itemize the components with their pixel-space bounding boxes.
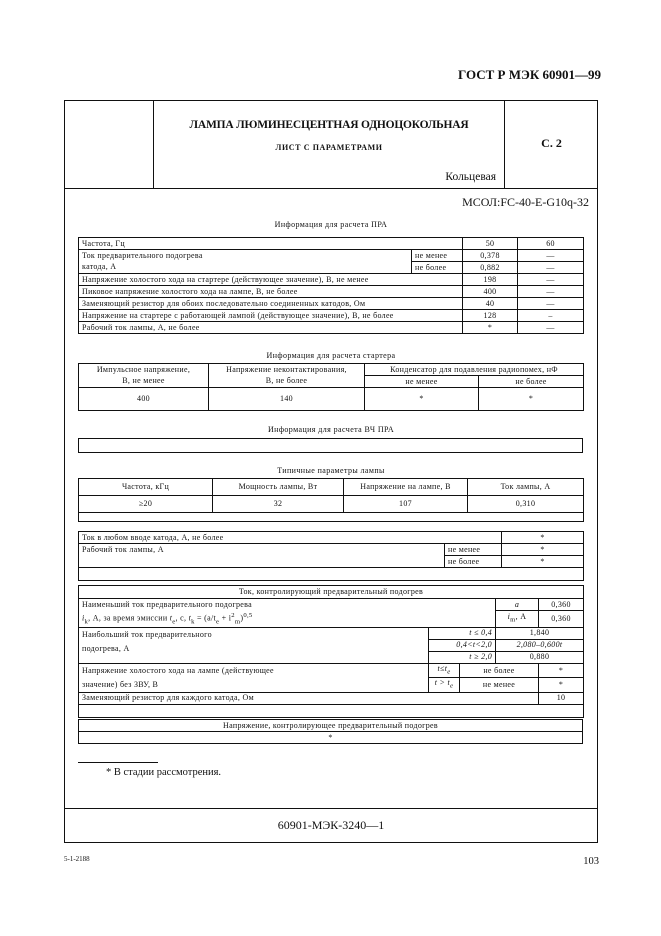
pulse-voltage-label: Импульсное напряжение,: [79, 364, 209, 376]
preheat-max-60: —: [518, 262, 584, 274]
peak-voltage-value: 400: [463, 286, 518, 298]
table-row: [79, 513, 584, 522]
table-row: [79, 544, 584, 556]
standard-number: ГОСТ Р МЭК 60901—99: [458, 67, 601, 82]
ocv-value-2: *: [539, 678, 584, 693]
footer-divider: [64, 808, 598, 809]
table-row: [79, 532, 584, 544]
table-row: [79, 692, 584, 704]
open-starter-value: 198: [463, 274, 518, 286]
typical-blank-row: [79, 513, 584, 522]
table-row: [79, 274, 584, 286]
table-row: [79, 611, 584, 628]
max-preheat-label: Наибольший ток предварительного подогрева, А: [79, 627, 429, 663]
lamp-designation: МСОЛ:FC-40-E-G10q-32: [462, 195, 589, 209]
pulse-voltage-label-2: В, не менее: [79, 376, 209, 388]
cathode-resistor-value: 10: [539, 692, 584, 704]
current-limits-table: [78, 531, 584, 581]
table-row: [79, 286, 584, 298]
capacitor-min-label: не менее: [365, 376, 479, 388]
sheet-number: С. 2: [541, 136, 562, 150]
lamp-type: Кольцевая: [445, 171, 496, 183]
ocv-condition-1: $t\le t_e$: [429, 663, 460, 678]
non-actuation-label: Напряжение неконтактирования,: [209, 364, 365, 376]
table-row: [79, 599, 584, 611]
starter-info-table: [78, 363, 584, 411]
table-row: [79, 586, 584, 599]
preheat-min-60: —: [518, 250, 584, 262]
non-actuation-label-2: В, не более: [209, 376, 365, 388]
im-label: $i_m$, А: [496, 611, 539, 628]
capacitor-label: Конденсатор для подавления радиопомех, нФ: [365, 364, 584, 376]
table-row: [79, 627, 584, 639]
condition-3: t ≥ 2,0: [429, 651, 496, 663]
lead-current-value: *: [502, 532, 584, 544]
resistor-60: —: [518, 298, 584, 310]
resistor-label: Заменяющий резистор для обоих последовательно соединенных катодов, Ом: [79, 298, 463, 310]
resistor-value: 40: [463, 298, 518, 310]
table-row: [79, 496, 584, 513]
operating-current-value: *: [463, 322, 518, 334]
frequency-50: 50: [463, 238, 518, 250]
table-row: [79, 310, 584, 322]
typical-frequency-value: ≥20: [79, 496, 213, 513]
ocv-condition-2: $t > t_e$: [429, 678, 460, 693]
typical-current-label: Ток лампы, А: [468, 479, 584, 496]
table-row: [79, 568, 584, 581]
hf-info-empty-cell: [79, 439, 583, 453]
table-row: [79, 479, 584, 496]
min-preheat-formula: $i_k$, А, за время эмиссии $t_e$, с, $t_k = (a/t_e + i^2_m)^{0,5}$: [79, 611, 496, 628]
preheat-max-value: 0,882: [463, 262, 518, 274]
page-number: 103: [583, 856, 599, 867]
typical-frequency-label: Частота, кГц: [79, 479, 213, 496]
capacitor-min-value: *: [365, 388, 479, 411]
voltage-control-table: [78, 719, 583, 744]
typical-params-table: [78, 478, 584, 522]
operating-current-60: —: [518, 322, 584, 334]
hf-info-table: [78, 438, 583, 453]
a-value: 0,360: [539, 599, 584, 611]
table-row: [79, 322, 584, 334]
preheat-label-2: катода, А: [79, 262, 412, 274]
table-row: [79, 388, 584, 411]
table-row: [79, 704, 584, 717]
max-label: не более: [412, 262, 463, 274]
header-divider: [64, 188, 598, 189]
operating-current-label: Рабочий ток лампы, А: [79, 544, 445, 556]
starter-voltage-60: –: [518, 310, 584, 322]
table-row: [79, 663, 584, 678]
blank-row: [79, 704, 584, 717]
ocv-label: Напряжение холостого хода на лампе (действующее: [79, 663, 429, 678]
hf-info-caption: Информация для расчета ВЧ ПРА: [267, 425, 395, 434]
operating-max-value: *: [502, 556, 584, 568]
typical-voltage-value: 107: [344, 496, 468, 513]
a-label: a: [496, 599, 539, 611]
blank-row: [79, 568, 584, 581]
starter-voltage-value: 128: [463, 310, 518, 322]
capacitor-max-value: *: [479, 388, 584, 411]
table-row: [79, 376, 584, 388]
ocv-value-1: *: [539, 663, 584, 678]
operating-min-value: *: [502, 544, 584, 556]
min-label: не менее: [412, 250, 463, 262]
table-row: [79, 732, 583, 744]
open-starter-60: —: [518, 274, 584, 286]
non-actuation-value: 140: [209, 388, 365, 411]
voltage-control-value: *: [79, 732, 583, 744]
footnote: * В стадии рассмотрения.: [106, 767, 222, 778]
ballast-info-caption: Информация для расчета ПРА: [274, 220, 388, 229]
preheat-min-value: 0,378: [463, 250, 518, 262]
max-label: не более: [445, 556, 502, 568]
max-label: не более: [460, 663, 539, 678]
typical-current-value: 0,310: [468, 496, 584, 513]
open-starter-label: Напряжение холостого хода на стартере (действующее значение), В, не менее: [79, 274, 463, 286]
preheat-label: Ток предварительного подогрева: [79, 250, 412, 262]
frequency-60: 60: [518, 238, 584, 250]
sheet-code: 60901-МЭК-3240—1: [277, 818, 385, 832]
sheet-title: ЛАМПА ЛЮМИНЕСЦЕНТНАЯ ОДНОЦОКОЛЬНАЯ: [189, 119, 469, 131]
cathode-resistor-label: Заменяющий резистор для каждого катода, Ом: [79, 692, 539, 704]
table-row: [79, 439, 583, 453]
peak-voltage-label: Пиковое напряжение холостого хода на лампе, В, не более: [79, 286, 463, 298]
typical-power-label: Мощность лампы, Вт: [213, 479, 344, 496]
condition-2: 0,4<t<2,0: [429, 639, 496, 651]
ballast-info-table: [78, 237, 584, 334]
value-3: 0,880: [496, 651, 584, 663]
footnote-divider: [78, 762, 158, 763]
im-value: 0,360: [539, 611, 584, 628]
print-mark: 5-1-2188: [64, 855, 90, 863]
table-row: [79, 298, 584, 310]
starter-info-caption: Информация для расчета стартера: [266, 351, 396, 360]
typical-power-value: 32: [213, 496, 344, 513]
peak-voltage-60: —: [518, 286, 584, 298]
table-row: [79, 364, 584, 376]
value-2: 2,080–0,600t: [496, 639, 584, 651]
min-label: не менее: [460, 678, 539, 693]
table-row: [79, 556, 584, 568]
min-preheat-label: Наименьший ток предварительного подогрева: [79, 599, 496, 611]
sheet-subtitle: ЛИСТ С ПАРАМЕТРАМИ: [275, 143, 383, 152]
operating-current-label: Рабочий ток лампы, А, не более: [79, 322, 463, 334]
table-row: [79, 250, 584, 262]
lead-current-label: Ток в любом вводе катода, А, не более: [79, 532, 502, 544]
ocv-label-2: значение) без ЗВУ, В: [79, 678, 429, 693]
pulse-voltage-value: 400: [79, 388, 209, 411]
preheat-control-table: [78, 585, 584, 718]
table-row: [79, 678, 584, 693]
table-row: [79, 238, 584, 250]
value-1: 1,840: [496, 627, 584, 639]
typical-params-caption: Типичные параметры лампы: [277, 466, 385, 475]
voltage-control-caption: Напряжение, контролирующее предварительный подогрев: [79, 720, 583, 732]
table-row: [79, 262, 584, 274]
typical-voltage-label: Напряжение на лампе, В: [344, 479, 468, 496]
table-row: [79, 720, 583, 732]
preheat-control-caption: Ток, контролирующий предварительный подогрев: [79, 586, 584, 599]
condition-1: t ≤ 0,4: [429, 627, 496, 639]
min-label: не менее: [445, 544, 502, 556]
capacitor-max-label: не более: [479, 376, 584, 388]
starter-voltage-label: Напряжение на стартере с работающей лампой (действующее значение), В, не более: [79, 310, 463, 322]
frequency-label: Частота, Гц: [79, 238, 463, 250]
